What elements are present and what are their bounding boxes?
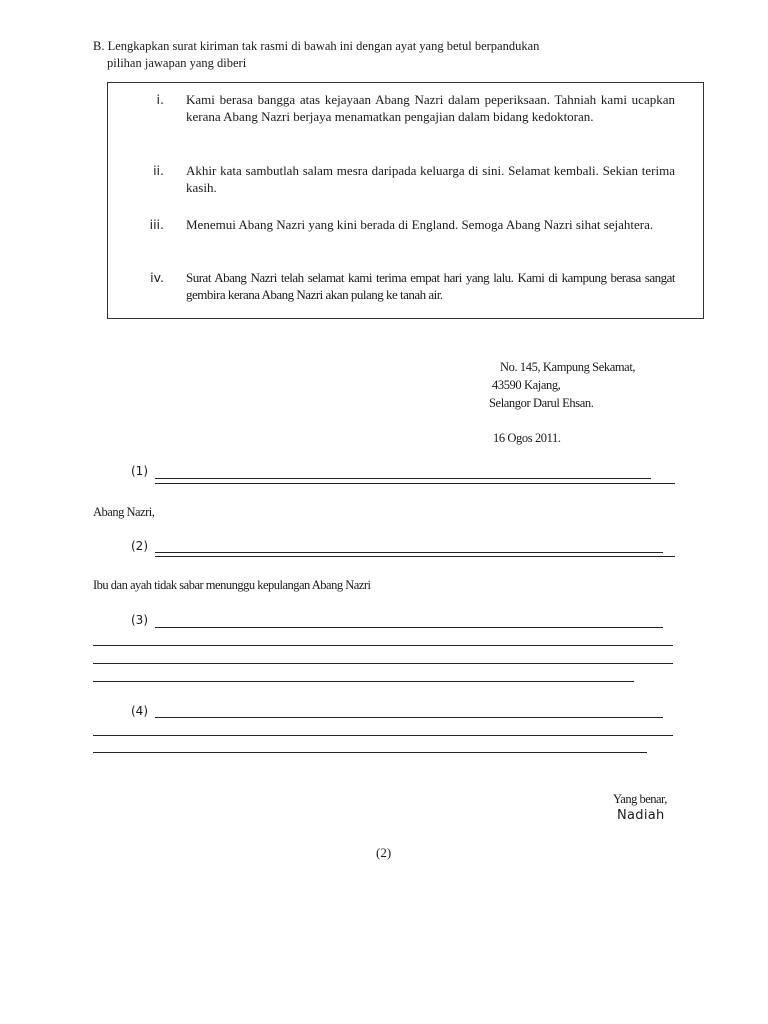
letter-date: 16 Ogos 2011. (493, 431, 561, 445)
instruction-line-1: B. Lengkapkan surat kiriman tak rasmi di bawah ini dengan ayat yang betul berpandukan (93, 39, 540, 53)
address-line-1: No. 145, Kampung Sekamat, (500, 360, 636, 374)
blank-3-line (155, 627, 663, 628)
blank-3-label: (3) (131, 613, 148, 627)
blank-3-line (93, 645, 673, 646)
option-text: Akhir kata sambutlah salam mesra daripada keluarga di sini. Selamat kembali. Sekian terima kasih. (186, 163, 675, 195)
blank-4-line (93, 752, 647, 753)
option-number: i. (156, 92, 164, 107)
option-text: Surat Abang Nazri telah selamat kami terima empat hari yang lalu. Kami di kampung berasa sangat gembira kerana Abang Nazri akan pulang ke tanah air. (186, 270, 675, 302)
option-number: ii. (153, 163, 164, 178)
option-text: Kami berasa bangga atas kejayaan Abang Nazri dalam peperiksaan. Tahniah kami ucapkan kerana Abang Nazri berjaya menamatkan pengajian dalam bidang kedoktoran. (186, 92, 675, 124)
instruction-line-2: pilihan jawapan yang diberi (107, 56, 247, 70)
option-number: iv. (150, 270, 164, 285)
salutation: Abang Nazri, (93, 505, 155, 519)
blank-2-line-lower (155, 556, 675, 557)
options-box (107, 82, 704, 319)
address-line-2: 43590 Kajang, (492, 378, 561, 392)
address-line-3: Selangor Darul Ehsan. (489, 396, 594, 410)
signature: Nadiah (617, 808, 665, 823)
blank-3-line (93, 663, 673, 664)
option-text: Menemui Abang Nazri yang kini berada di England. Semoga Abang Nazri sihat sejahtera. (186, 217, 654, 232)
option-number: iii. (149, 217, 164, 232)
blank-4-line (155, 717, 663, 718)
blank-4-line (93, 735, 673, 736)
blank-2-label: (2) (131, 539, 148, 553)
closing: Yang benar, (613, 792, 667, 806)
blank-2-line (155, 552, 663, 553)
instruction (93, 38, 693, 72)
blank-1-line (155, 478, 651, 479)
blank-1-label: (1) (131, 464, 148, 478)
blank-4-label: (4) (131, 704, 148, 718)
blank-1-line-lower (155, 483, 675, 484)
marks: (2) (376, 845, 392, 860)
letter-sentence: Ibu dan ayah tidak sabar menunggu kepulangan Abang Nazri (93, 578, 371, 592)
blank-3-line (93, 681, 634, 682)
